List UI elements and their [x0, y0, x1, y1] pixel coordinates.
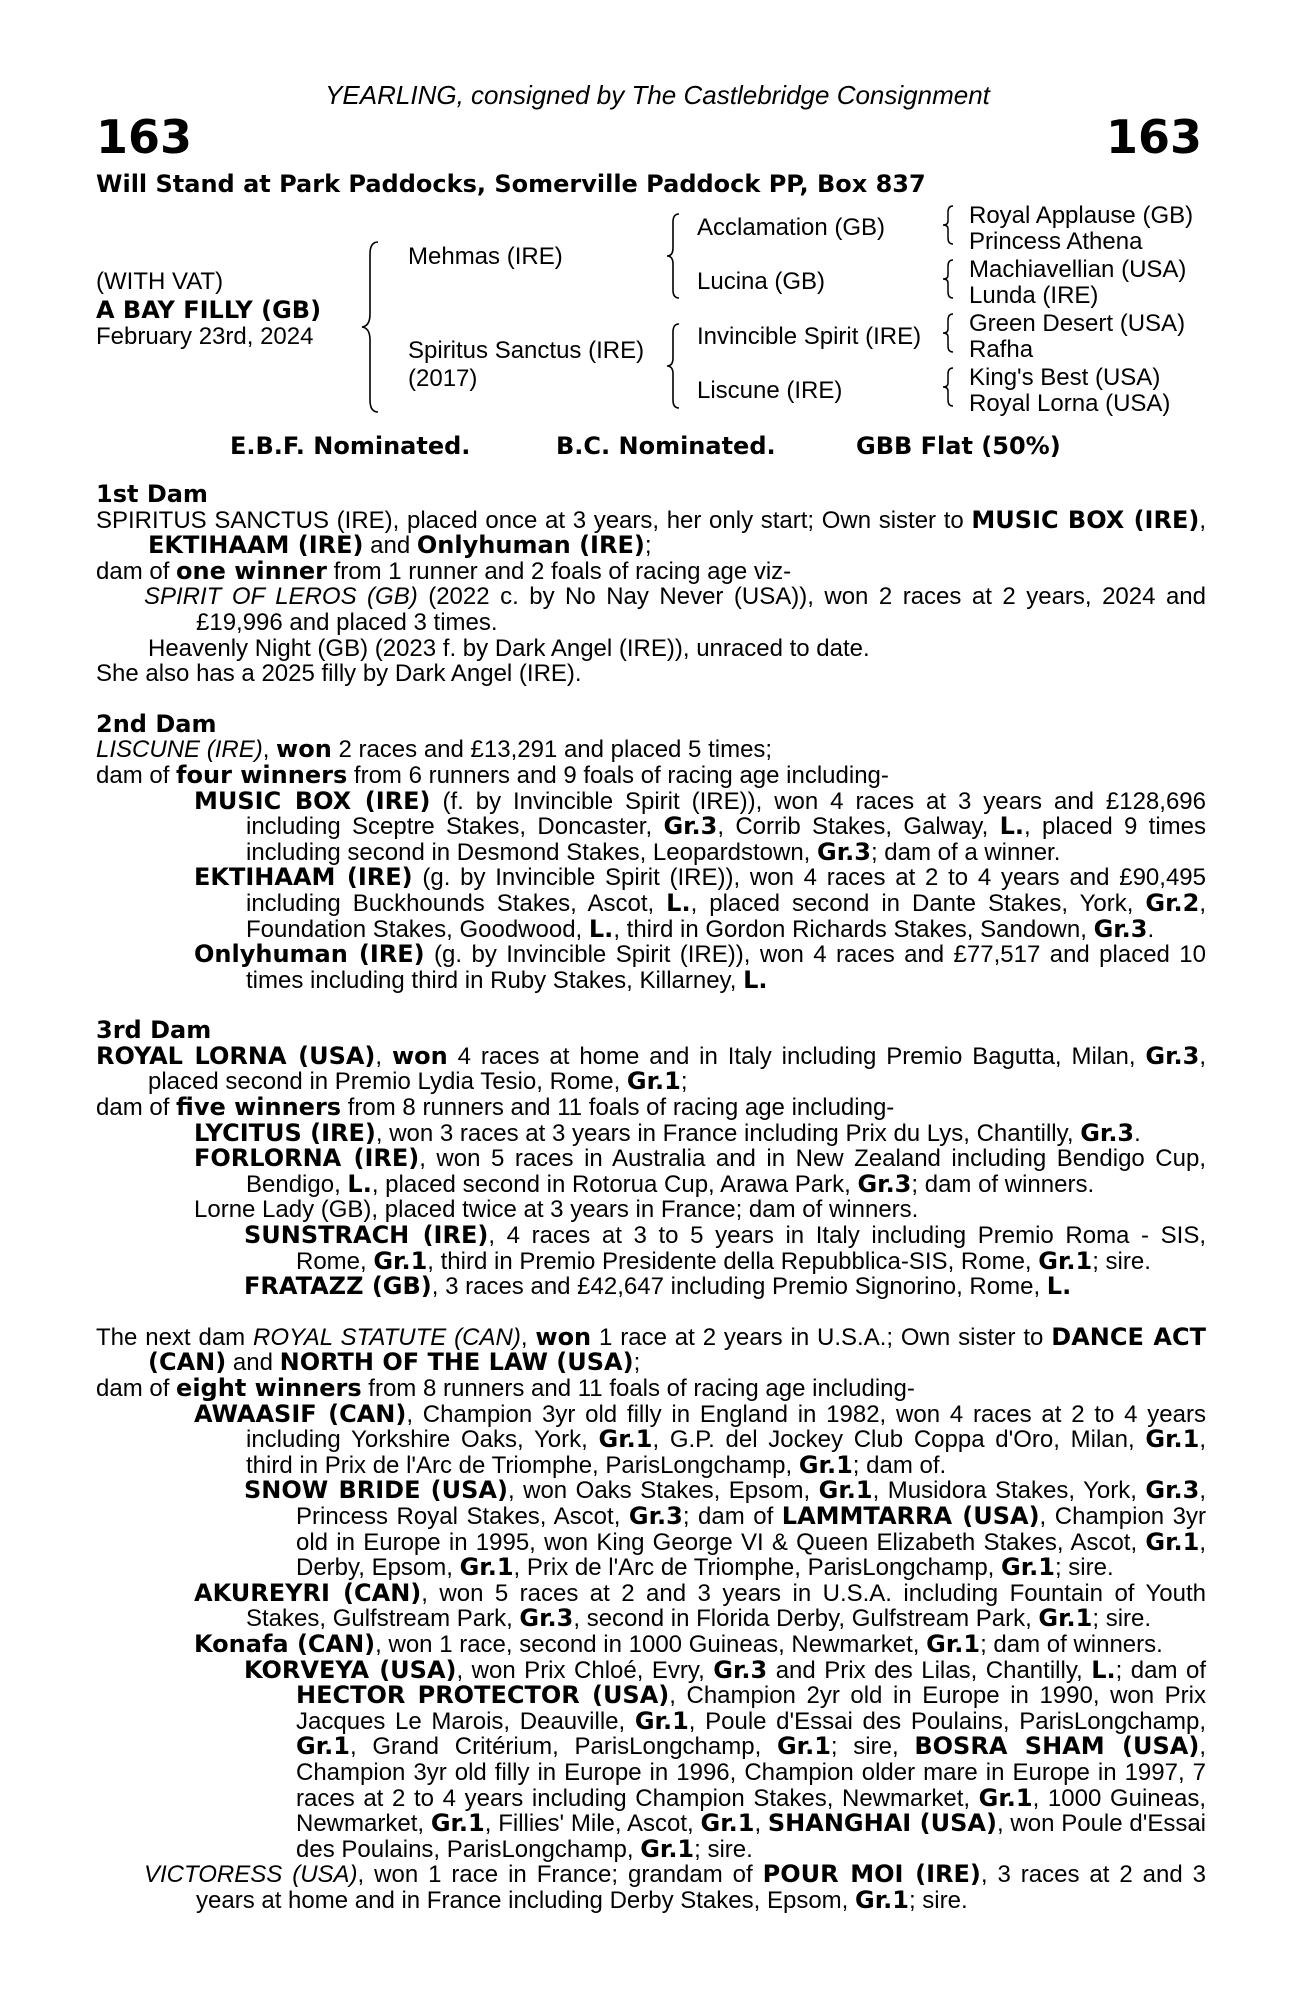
next-dam-entry-3: AKUREYRI (CAN), won 5 races at 2 and 3 years in U.S.A. including Fountain of Youth Stakes, Gulfstream Park, Gr.3, second in Florida Derby, Gulfstream Park, Gr.1; sire. [194, 1578, 1207, 1633]
gg-dss: Green Desert (USA) [969, 310, 1186, 337]
first-dam-produce: dam of one winner from 1 runner and 2 foals of racing age viz- [96, 556, 792, 585]
gg-dds: King's Best (USA) [969, 364, 1161, 391]
dam-sire: Invincible Spirit (IRE) [697, 323, 922, 350]
first-dam-note: She also has a 2025 filly by Dark Angel (IRE). [96, 660, 582, 688]
lot-number-left: 163 [96, 110, 193, 164]
first-dam-heading: 1st Dam [96, 480, 208, 508]
sire-dam: Lucina (GB) [697, 268, 826, 295]
sire-sire: Acclamation (GB) [697, 214, 886, 241]
next-dam-para: The next dam ROYAL STATUTE (CAN), won 1 race at 2 years in U.S.A.; Own sister to DANCE ACT (CAN) and NORTH OF THE LAW (USA); [96, 1322, 1206, 1377]
second-dam-para: LISCUNE (IRE), won 2 races and £13,291 and placed 5 times; [96, 735, 773, 764]
dam-family-text [96, 482, 1206, 1913]
third-dam-entry-4: SUNSTRACH (IRE), 4 races at 3 to 5 years in Italy including Premio Roma - SIS, Rome, Gr.1, third in Premio Presidente della Repubblica-SIS, Rome, Gr.1; sire. [244, 1221, 1206, 1275]
main-brace [360, 240, 390, 415]
gg-sdd: Lunda (IRE) [969, 282, 1099, 309]
brace-ss [941, 204, 961, 246]
bc-nomination: B.C. Nominated. [556, 432, 776, 460]
next-dam-produce: dam of eight winners from 8 runners and 11 foals of racing age including- [96, 1374, 915, 1402]
third-dam-entry-3: Lorne Lady (GB), placed twice at 3 years in France; dam of winners. [194, 1196, 919, 1224]
dam-brace [665, 322, 687, 410]
brace-dd [941, 366, 961, 408]
gg-ddd: Royal Lorna (USA) [969, 390, 1171, 417]
next-dam-entry-4: Konafa (CAN), won 1 race, second in 1000 Guineas, Newmarket, Gr.1; dam of winners. [194, 1629, 1163, 1658]
second-dam-entry-1: MUSIC BOX (IRE) (f. by Invincible Spirit (IRE)), won 4 races at 3 years and £128,696 including Sceptre Stakes, Doncaster, Gr.3, Corrib Stakes, Galway, L., placed 9 times including second in Desmond Stakes, Leopardstown, Gr.3; dam of a winner. [194, 786, 1206, 866]
lot-number-right: 163 [1105, 110, 1202, 164]
ebf-nomination: E.B.F. Nominated. [230, 432, 471, 460]
gg-sds: Machiavellian (USA) [969, 256, 1187, 283]
gbb-flat: GBB Flat (50%) [856, 432, 1061, 460]
third-dam-para: ROYAL LORNA (USA), won 4 races at home and in Italy including Premio Bagutta, Milan, Gr.3, placed second in Premio Lydia Tesio, Rome, Gr.1; [96, 1041, 1207, 1096]
third-dam-entry-2: FORLORNA (IRE), won 5 races in Australia and in New Zealand including Bendigo Cup, Bendigo, L., placed second in Rotorua Cup, Arawa Park, Gr.3; dam of winners. [194, 1144, 1206, 1198]
first-dam-foal-2: Heavenly Night (GB) (2023 f. by Dark Angel (IRE)), unraced to date. [148, 634, 870, 662]
third-dam-heading: 3rd Dam [96, 1016, 212, 1045]
second-dam-heading: 2nd Dam [96, 709, 217, 738]
gg-dsd: Rafha [969, 336, 1034, 363]
first-dam-foal-1: SPIRIT OF LEROS (GB) (2022 c. by No Nay Never (USA)), won 2 races at 2 years, 2024 and £19,996 and placed 3 times. [144, 583, 1206, 636]
gg-ssd: Princess Athena [969, 228, 1143, 255]
consignment-subtitle: YEARLING, consigned by The Castlebridge Consignment [325, 80, 990, 110]
next-dam-entry-1: AWAASIF (CAN), Champion 3yr old filly in England in 1982, won 4 races at 2 to 4 years including Yorkshire Oaks, York, Gr.1, G.P. del Jockey Club Coppa d'Oro, Milan, Gr.1, third in Prix de l'Arc de Triomphe, ParisLongchamp, Gr.1; dam of. [194, 1399, 1206, 1479]
third-dam-entry-1: LYCITUS (IRE), won 3 races at 3 years in France including Prix du Lys, Chantilly, Gr.3. [194, 1118, 1141, 1147]
gg-sss: Royal Applause (GB) [969, 202, 1194, 229]
next-dam-entry-6: VICTORESS (USA), won 1 race in France; grandam of POUR MOI (IRE), 3 races at 2 and 3 years at home and in France including Derby Stakes, Epsom, Gr.1; sire. [144, 1860, 1207, 1914]
second-dam-entry-2: EKTIHAAM (IRE) (g. by Invincible Spirit (IRE)), won 4 races at 2 to 4 years and £90,495 including Buckhounds Stakes, Ascot, L., placed second in Dante Stakes, York, Gr.2, Foundation Stakes, Goodwood, L., third in Gordon Richards Stakes, Sandown, Gr.3. [194, 863, 1206, 943]
foaling-date: February 23rd, 2024 [96, 323, 314, 350]
vat-label: (WITH VAT) [96, 268, 224, 295]
brace-sd [941, 258, 961, 300]
second-dam-entry-3: Onlyhuman (IRE) (g. by Invincible Spirit (IRE)), won 4 races and £77,517 and placed 10 times including third in Ruby Stakes, Killarney, L. [194, 940, 1206, 994]
sire-name: Mehmas (IRE) [408, 243, 563, 270]
third-dam-produce: dam of five winners from 8 runners and 11 foals of racing age including- [96, 1093, 895, 1122]
first-dam-para: SPIRITUS SANCTUS (IRE), placed once at 3 years, her only start; Own sister to MUSIC BOX (IRE), EKTIHAAM (IRE) and Onlyhuman (IRE); [96, 505, 1207, 560]
second-dam-produce: dam of four winners from 6 runners and 9 foals of racing age including- [96, 760, 889, 789]
brace-ds [941, 312, 961, 354]
dam-dam: Liscune (IRE) [697, 377, 843, 404]
third-dam-entry-5: FRATAZZ (GB), 3 races and £42,647 including Premio Signorino, Rome, L. [244, 1272, 1072, 1301]
horse-name: A BAY FILLY (GB) [96, 296, 322, 324]
stand-location: Will Stand at Park Paddocks, Somerville Paddock PP, Box 837 [96, 170, 926, 198]
sire-brace [665, 212, 687, 300]
next-dam-entry-2: SNOW BRIDE (USA), won Oaks Stakes, Epsom, Gr.1, Musidora Stakes, York, Gr.3, Princess Royal Stakes, Ascot, Gr.3; dam of LAMMTARRA (USA), Champion 3yr old in Europe in 1995, won King George VI & Queen Elizabeth Stakes, Ascot, Gr.1, Derby, Epsom, Gr.1, Prix de l'Arc de Triomphe, ParisLongchamp, Gr.1; sire. [244, 1476, 1207, 1582]
next-dam-entry-5: KORVEYA (USA), won Prix Chloé, Evry, Gr.3 and Prix des Lilas, Chantilly, L.; dam of HECTOR PROTECTOR (USA), Champion 2yr old in Europe in 1990, won Prix Jacques Le Marois, Deauville, Gr.1, Poule d'Essai des Poulains, ParisLongchamp, Gr.1, Grand Critérium, ParisLongchamp, Gr.1; sire, BOSRA SHAM (USA), Champion 3yr old filly in Europe in 1996, Champion older mare in Europe in 1997, 7 races at 2 to 4 years including Champion Stakes, Newmarket, Gr.1, 1000 Guineas, Newmarket, Gr.1, Fillies' Mile, Ascot, Gr.1, SHANGHAI (USA), won Poule d'Essai des Poulains, ParisLongchamp, Gr.1; sire. [244, 1655, 1207, 1863]
dam-name: Spiritus Sanctus (IRE) [408, 337, 645, 364]
dam-year: (2017) [408, 365, 478, 392]
